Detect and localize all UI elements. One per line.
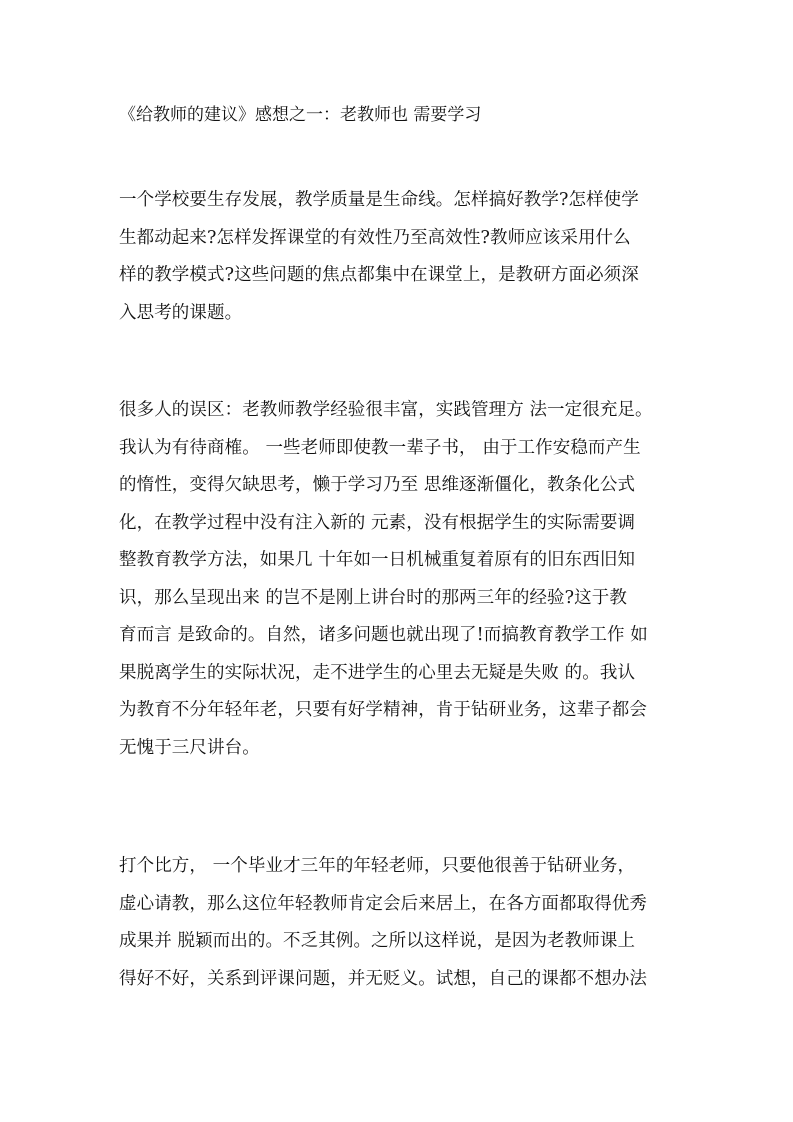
paragraph-line: 育而言 是致命的。自然，诸多问题也就出现了!而搞教育教学工作 如 xyxy=(119,625,648,645)
paragraph-1 xyxy=(119,182,689,332)
paragraph-line: 我认为有待商榷。 一些老师即使教一辈子书， 由于工作安稳而产生 xyxy=(119,437,641,458)
paragraph-line: 识，那么呈现出来 的岂不是刚上讲台时的那两三年的经验?这于教 xyxy=(119,587,627,608)
paragraph-line: 虚心请教，那么这位年轻教师肯定会后来居上，在各方面都取得优秀 xyxy=(119,893,647,914)
paragraph-line: 化，在教学过程中没有注入新的 元素，没有根据学生的实际需要调 xyxy=(119,512,636,533)
paragraph-line: 果脱离学生的实际状况，走不进学生的心里去无疑是失败 的。我认 xyxy=(119,662,636,683)
paragraph-line: 无愧于三尺讲台。 xyxy=(119,737,260,758)
paragraph-3 xyxy=(119,848,689,998)
paragraph-2 xyxy=(119,392,689,767)
paragraph-line: 打个比方， 一个毕业才三年的年轻老师，只要他很善于钻研业务， xyxy=(119,856,636,876)
paragraph-line: 生都动起来?怎样发挥课堂的有效性乃至高效性?教师应该采用什么 xyxy=(119,227,631,248)
paragraph-line: 整教育教学方法，如果几 十年如一日机械重复着原有的旧东西旧知 xyxy=(119,550,636,570)
paragraph-line: 得好不好，关系到评课问题，并无贬义。试想，自己的课都不想办法 xyxy=(119,968,647,989)
paragraph-line: 成果并 脱颖而出的。不乏其例。之所以这样说，是因为老教师课上 xyxy=(119,931,636,951)
paragraph-line: 一个学校要生存发展，教学质量是生命线。怎样搞好教学?怎样使学 xyxy=(119,190,639,210)
document-title: 《给教师的建议》感想之一：老教师也 需要学习 xyxy=(119,105,482,125)
paragraph-line: 样的教学模式?这些问题的焦点都集中在课堂上，是教研方面必须深 xyxy=(119,265,639,285)
paragraph-line: 的惰性，变得欠缺思考，懒于学习乃至 思维逐渐僵化，教条化公式 xyxy=(119,475,636,495)
paragraph-line: 为教育不分年轻年老，只要有好学精神，肯于钻研业务，这辈子都会 xyxy=(119,700,647,720)
paragraph-line: 很多人的误区：老教师教学经验很丰富，实践管理方 法一定很充足。 xyxy=(119,400,653,420)
paragraph-line: 入思考的课题。 xyxy=(119,302,243,323)
